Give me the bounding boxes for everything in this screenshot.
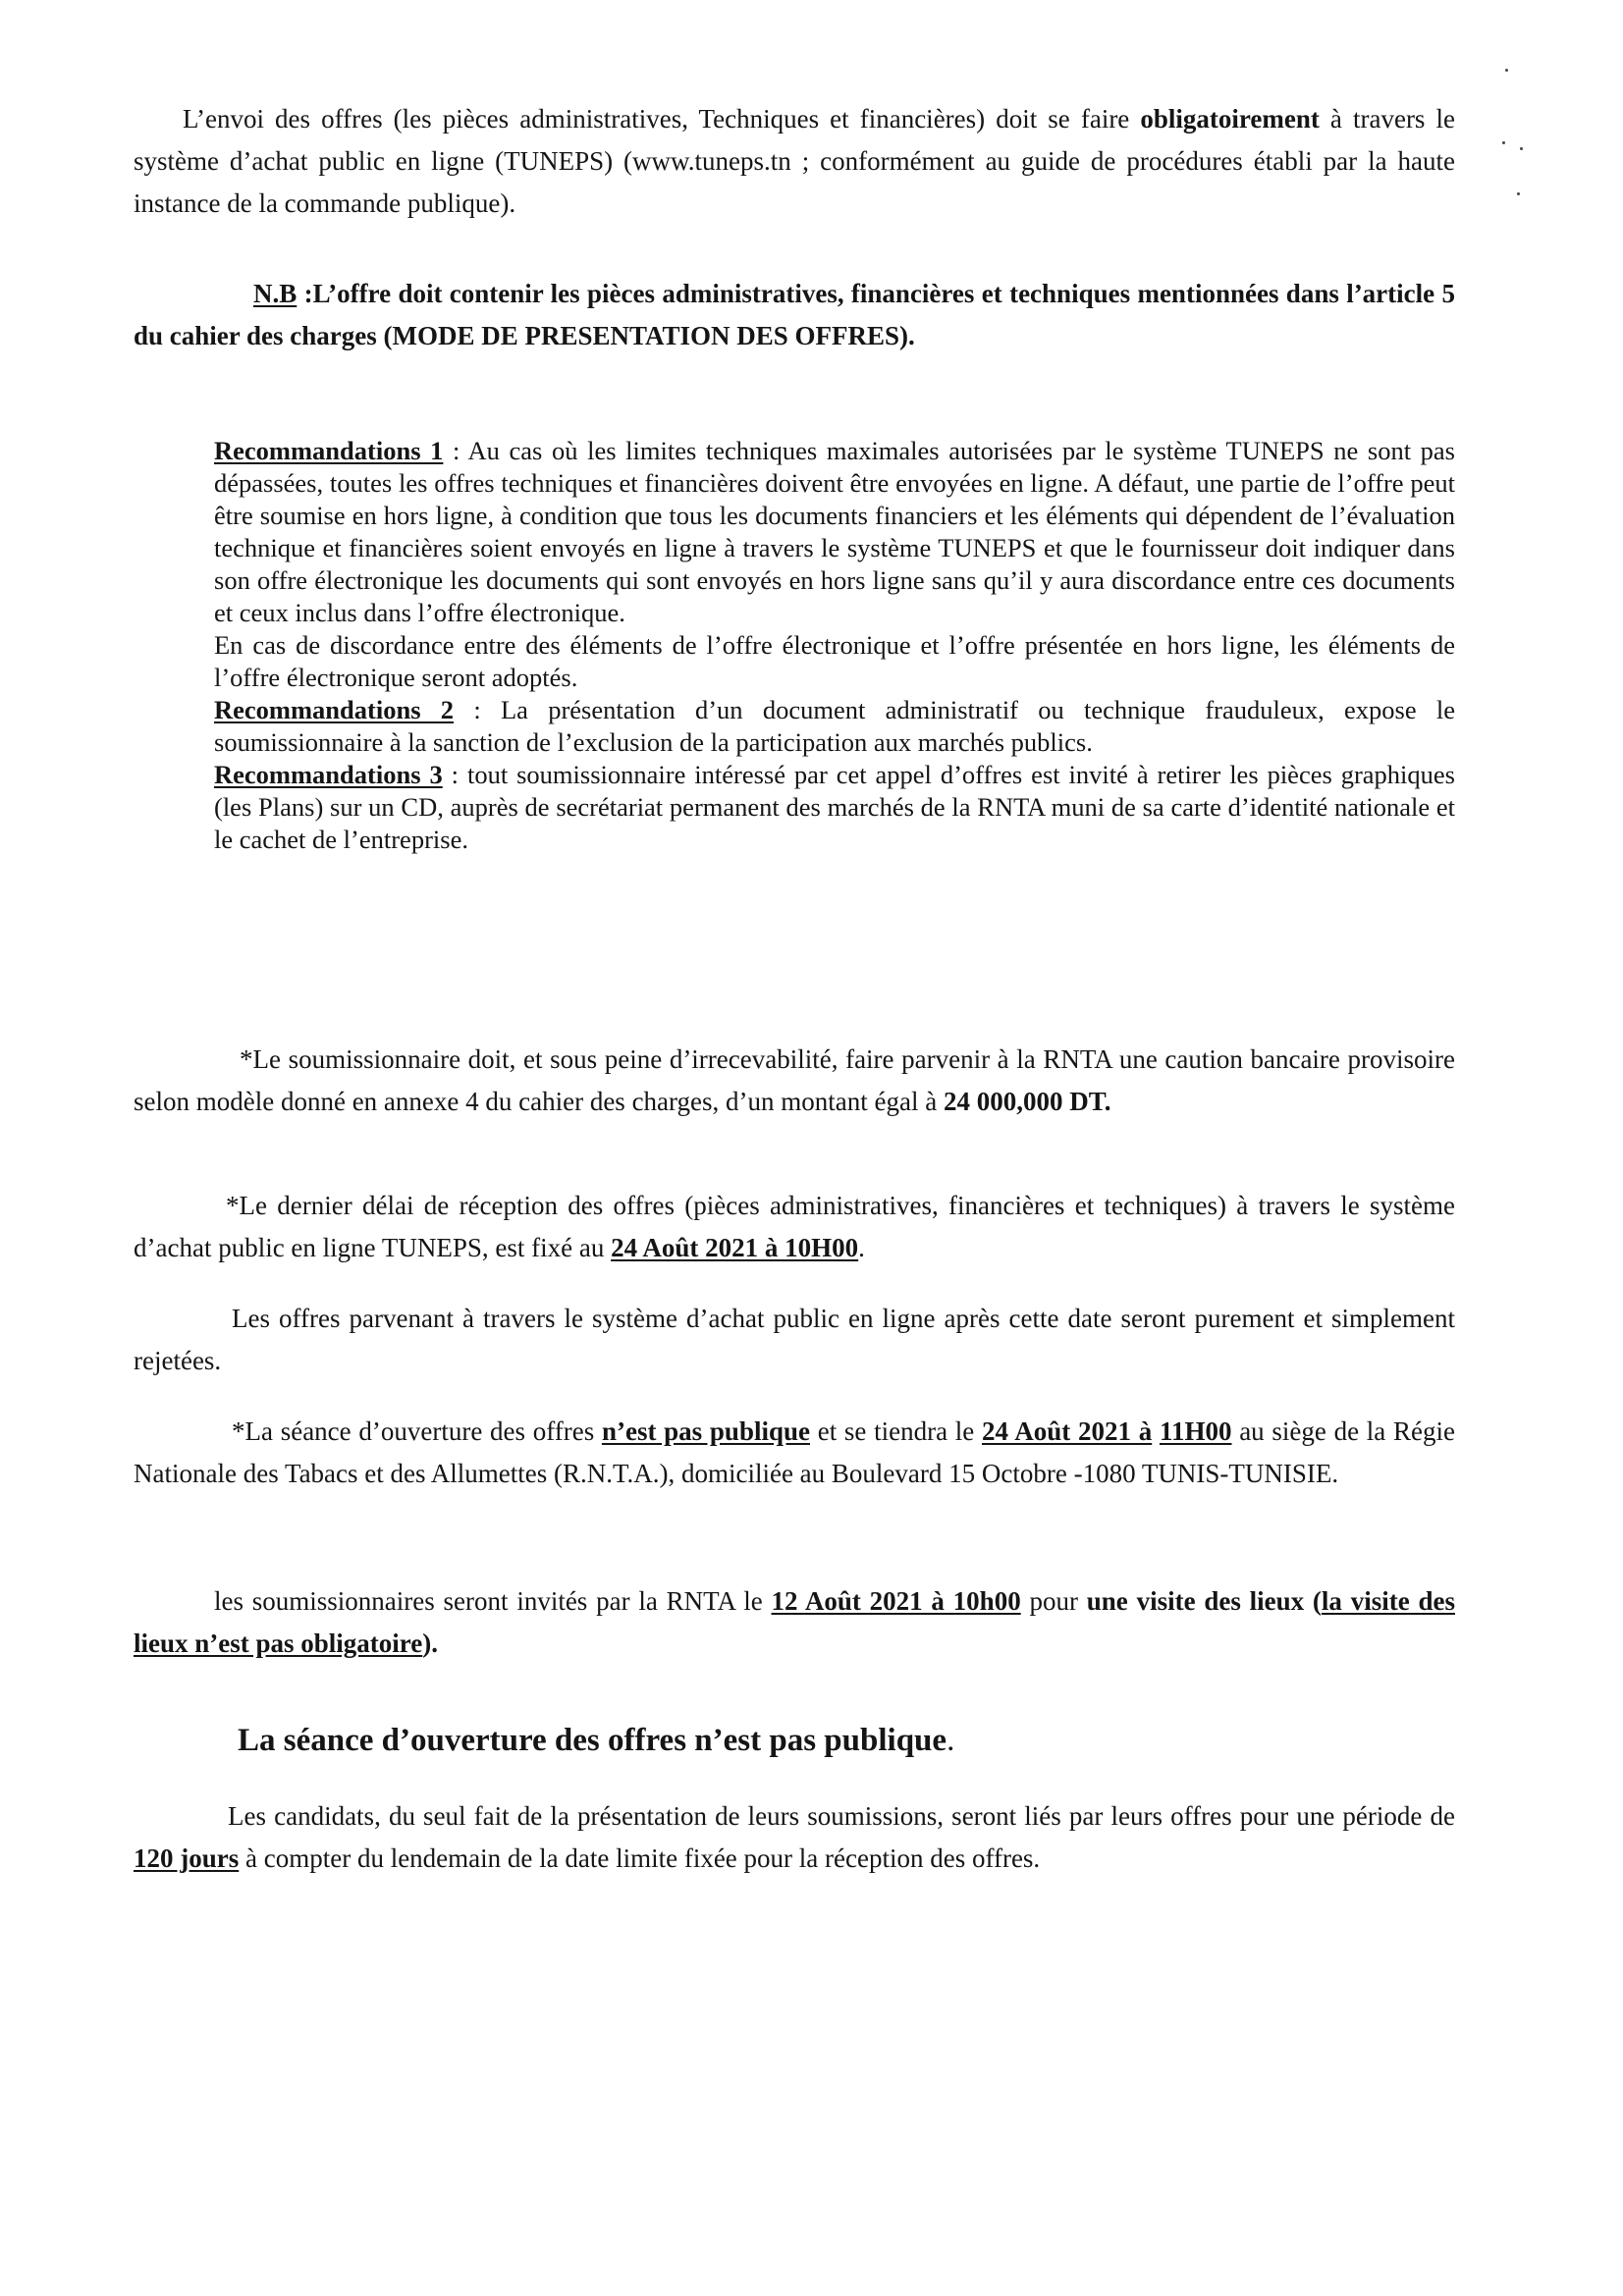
seance-not-public: n’est pas publique — [601, 1416, 810, 1446]
recommendation-1-text: : Au cas où les limites techniques maximales autorisées par le système TUNEPS ne sont pas dépassées, toutes les offres techniques et financières doivent être envoyées en ligne. A défaut, une partie de l’offre peut être soumise en hors ligne, à condition que tous les documents financiers et les éléments qui dépendent de l’évaluation technique et financières soient envoyés en ligne à travers le système TUNEPS et que le fournisseur doit indiquer dans son offre électronique les documents qui sont envoyés en hors ligne sans qu’il y aura discordance entre ces documents et ceux inclus dans l’offre électronique. — [214, 436, 1455, 627]
visit-date: 12 Août 2021 à 10h00 — [771, 1586, 1021, 1616]
caution-amount: 24 000,000 DT. — [943, 1087, 1111, 1116]
heading-end: . — [947, 1723, 955, 1758]
emphasis-obligatoirement: obligatoirement — [1140, 104, 1320, 133]
seance-text: au siège de la Régie Nationale des Tabacs et des Allumettes (R.N.T.A.), domiciliée au Boulevard 15 Octobre -1080 TUNIS-TUNISIE. — [134, 1416, 1455, 1488]
recommendation-3-text: : tout soumissionnaire intéressé par cet appel d’offres est invité à retirer les pièces graphiques (les Plans) sur un CD, auprès de secrétariat permanent des marchés de la RNTA muni de sa carte d’identité nationale et le cachet de l’entreprise. — [214, 760, 1455, 854]
deadline-end: . — [858, 1233, 865, 1262]
scan-artifact — [1502, 141, 1505, 144]
paragraph-text: L’envoi des offres (les pièces administratives, Techniques et financières) doit se faire — [183, 104, 1130, 133]
rejected-text: Les offres parvenant à travers le système d’achat public en ligne après cette date seront purement et simplement rejetées. — [134, 1304, 1455, 1375]
seance-text: *La séance d’ouverture des offres — [232, 1416, 602, 1446]
visit-end: ). — [422, 1629, 439, 1658]
paragraph-opening-session — [134, 1411, 1455, 1495]
paragraph-deadline — [134, 1185, 1455, 1269]
paragraph-nb — [134, 273, 1455, 357]
recommendation-1 — [214, 435, 1455, 629]
scan-artifact — [1520, 147, 1523, 150]
validity-text: à compter du lendemain de la date limite fixée pour la réception des offres. — [239, 1843, 1041, 1873]
seance-date: 24 Août 2021 à — [982, 1416, 1153, 1446]
section-heading — [238, 1720, 954, 1762]
validity-days: 120 jours — [134, 1843, 240, 1873]
scan-artifact — [1505, 69, 1508, 72]
visit-not-mandatory: la visite des lieux n’est pas obligatoire — [134, 1586, 1455, 1658]
scan-artifact — [1517, 192, 1520, 195]
seance-text: et se tiendra le — [809, 1416, 983, 1446]
validity-text: Les candidats, du seul fait de la présentation de leurs soumissions, seront liés par leurs offres pour une période de — [228, 1801, 1455, 1831]
seance-time: 11H00 — [1159, 1416, 1232, 1446]
deadline-date: 24 Août 2021 à 10H00 — [611, 1233, 859, 1262]
visit-text: les soumissionnaires seront invités par la RNTA le — [214, 1586, 772, 1616]
recommendation-1-extra: En cas de discordance entre des éléments de l’offre électronique et l’offre présentée en hors ligne, les éléments de l’offre électronique seront adoptés. — [214, 630, 1455, 692]
nb-label: N.B — [253, 279, 298, 308]
recommendation-2-label: Recommandations 2 — [214, 695, 455, 724]
nb-text: :L’offre doit contenir les pièces administratives, financières et techniques mentionnées dans l’article 5 du cahier des charges (MODE DE PRESENTATION DES OFFRES). — [134, 279, 1455, 350]
recommendation-2-text: : La présentation d’un document administratif ou technique frauduleux, expose le soumissionnaire à la sanction de l’exclusion de la participation aux marchés publics. — [214, 695, 1455, 757]
paragraph-submission-method — [134, 98, 1455, 225]
recommendations-block — [214, 435, 1455, 856]
visit-label: une visite des lieux ( — [1086, 1586, 1322, 1616]
recommendation-1-label: Recommandations 1 — [214, 436, 444, 465]
paragraph-rejected — [134, 1298, 1455, 1382]
paragraph-validity — [134, 1795, 1455, 1880]
recommendation-3 — [214, 759, 1455, 856]
paragraph-text: à travers le système d’achat public en ligne (TUNEPS) (www.tuneps.tn ; conformément au guide de procédures établi par la haute instance de la commande publique). — [134, 104, 1455, 218]
deadline-text: *Le dernier délai de réception des offres (pièces administratives, financières et techniques) à travers le système d’achat public en ligne TUNEPS, est fixé au — [134, 1191, 1455, 1262]
caution-text: *Le soumissionnaire doit, et sous peine d’irrecevabilité, faire parvenir à la RNTA une caution bancaire provisoire selon modèle donné en annexe 4 du cahier des charges, d’un montant égal à — [134, 1044, 1455, 1116]
recommendation-2 — [214, 694, 1455, 759]
heading-text: La séance d’ouverture des offres n’est pas publique — [238, 1723, 947, 1758]
paragraph-site-visit — [134, 1580, 1455, 1665]
visit-text: pour — [1020, 1586, 1087, 1616]
recommendation-3-label: Recommandations 3 — [214, 760, 443, 789]
paragraph-caution — [134, 1039, 1455, 1123]
